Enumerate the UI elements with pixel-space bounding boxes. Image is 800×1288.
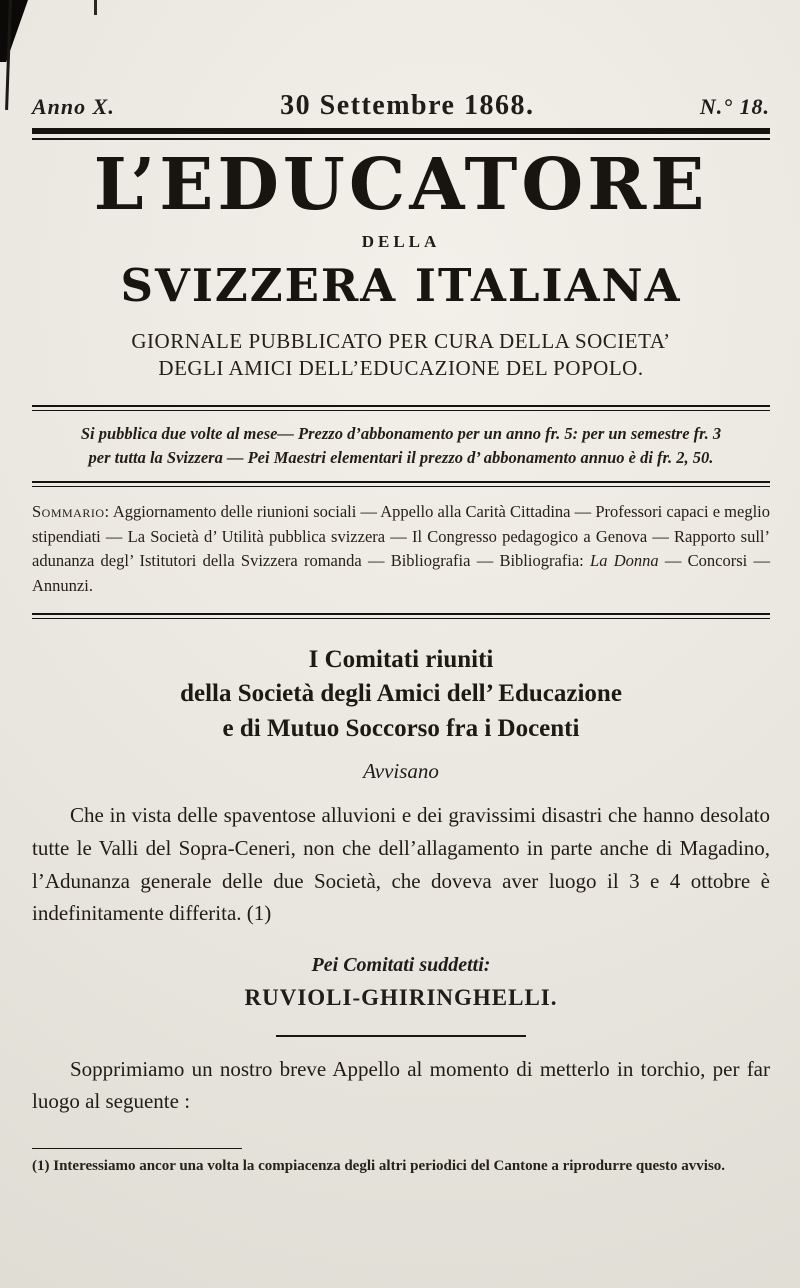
article-heading-line-3: e di Mutuo Soccorso fra i Docenti — [222, 714, 580, 742]
divider-rule-2 — [32, 481, 770, 487]
summary-italic-title: La Donna — [590, 551, 659, 571]
subscription-terms — [32, 422, 770, 469]
masthead-connector: DELLA — [361, 232, 441, 252]
issue-header — [32, 90, 770, 122]
section-divider-rule — [276, 1035, 526, 1037]
article-heading-line-1: I Comitati riuniti — [308, 645, 494, 673]
article-heading — [32, 643, 770, 747]
masthead-title: L’EDUCATORE — [93, 142, 709, 226]
signature-intro: Pei Comitati suddetti: — [311, 953, 491, 976]
article-verb: Avvisano — [363, 759, 439, 784]
issue-number: N.° 18. — [699, 94, 770, 119]
scan-artifact-corner — [0, 0, 28, 62]
subscription-line-1: Si pubblica due volte al mese— Prezzo d’abbonamento per un anno fr. 5: per un semestre fr. 3 — [80, 424, 722, 444]
publisher-block — [32, 328, 770, 383]
masthead-top-rule — [32, 128, 770, 140]
footnote-rule — [32, 1148, 242, 1149]
summary-items-1: Aggiornamento delle riunioni sociali — Appello alla Carità Cittadina — Professori capaci e meglio stipendiati — La Società d’ Utilità pubblica svizzera — Il Congresso pedagogico a Genova — Rapporto sull’ adunanza degl’ Istitutori della Svizzera romanda — Bibliografia — Bibliografia: — [32, 501, 771, 571]
issue-date: 30 Settembre 1868. — [280, 90, 535, 121]
subscription-line-2: per tutta la Svizzera — Pei Maestri elementari il prezzo d’ abbonamento annuo è di fr. 2, 50. — [88, 447, 714, 467]
article-body: Che in vista delle spaventose alluvioni e dei gravissimi disastri che hanno desolato tutte le Valli del Sopra-Ceneri, non che dell’allagamento in parte anche di Magadino, l’Adunanza generale delle due Società, che doveva aver luogo il 3 e 4 ottobre è indefinitamente differita. (1) — [32, 803, 770, 926]
masthead-subtitle: SVIZZERA ITALIANA — [120, 259, 682, 313]
footnote-text: (1) Interessiamo ancor una volta la compiacenza degli altri periodici del Cantone a riprodurre questo avviso. — [32, 1157, 726, 1174]
summary-items-2: — Concorsi — Annunzi. — [32, 551, 771, 596]
publisher-line-2: DEGLI AMICI DELL’EDUCAZIONE DEL POPOLO. — [158, 356, 644, 381]
scan-artifact-top-mark — [94, 0, 97, 15]
publisher-line-1: GIORNALE PUBBLICATO PER CURA DELLA SOCIETA’ — [131, 328, 671, 353]
divider-rule-1 — [32, 405, 770, 411]
postscript-paragraph: Sopprimiamo un nostro breve Appello al momento di metterlo in torchio, per far luogo al seguente : — [32, 1056, 770, 1114]
divider-rule-3 — [32, 613, 770, 619]
issue-year: Anno X. — [32, 94, 115, 119]
summary-label: Sommario: — [32, 501, 110, 521]
signature-name: RUVIOLI-GHIRINGHELLI. — [244, 984, 558, 1010]
article-heading-line-2: della Società degli Amici dell’ Educazione — [180, 680, 622, 708]
summary-block — [32, 500, 770, 599]
